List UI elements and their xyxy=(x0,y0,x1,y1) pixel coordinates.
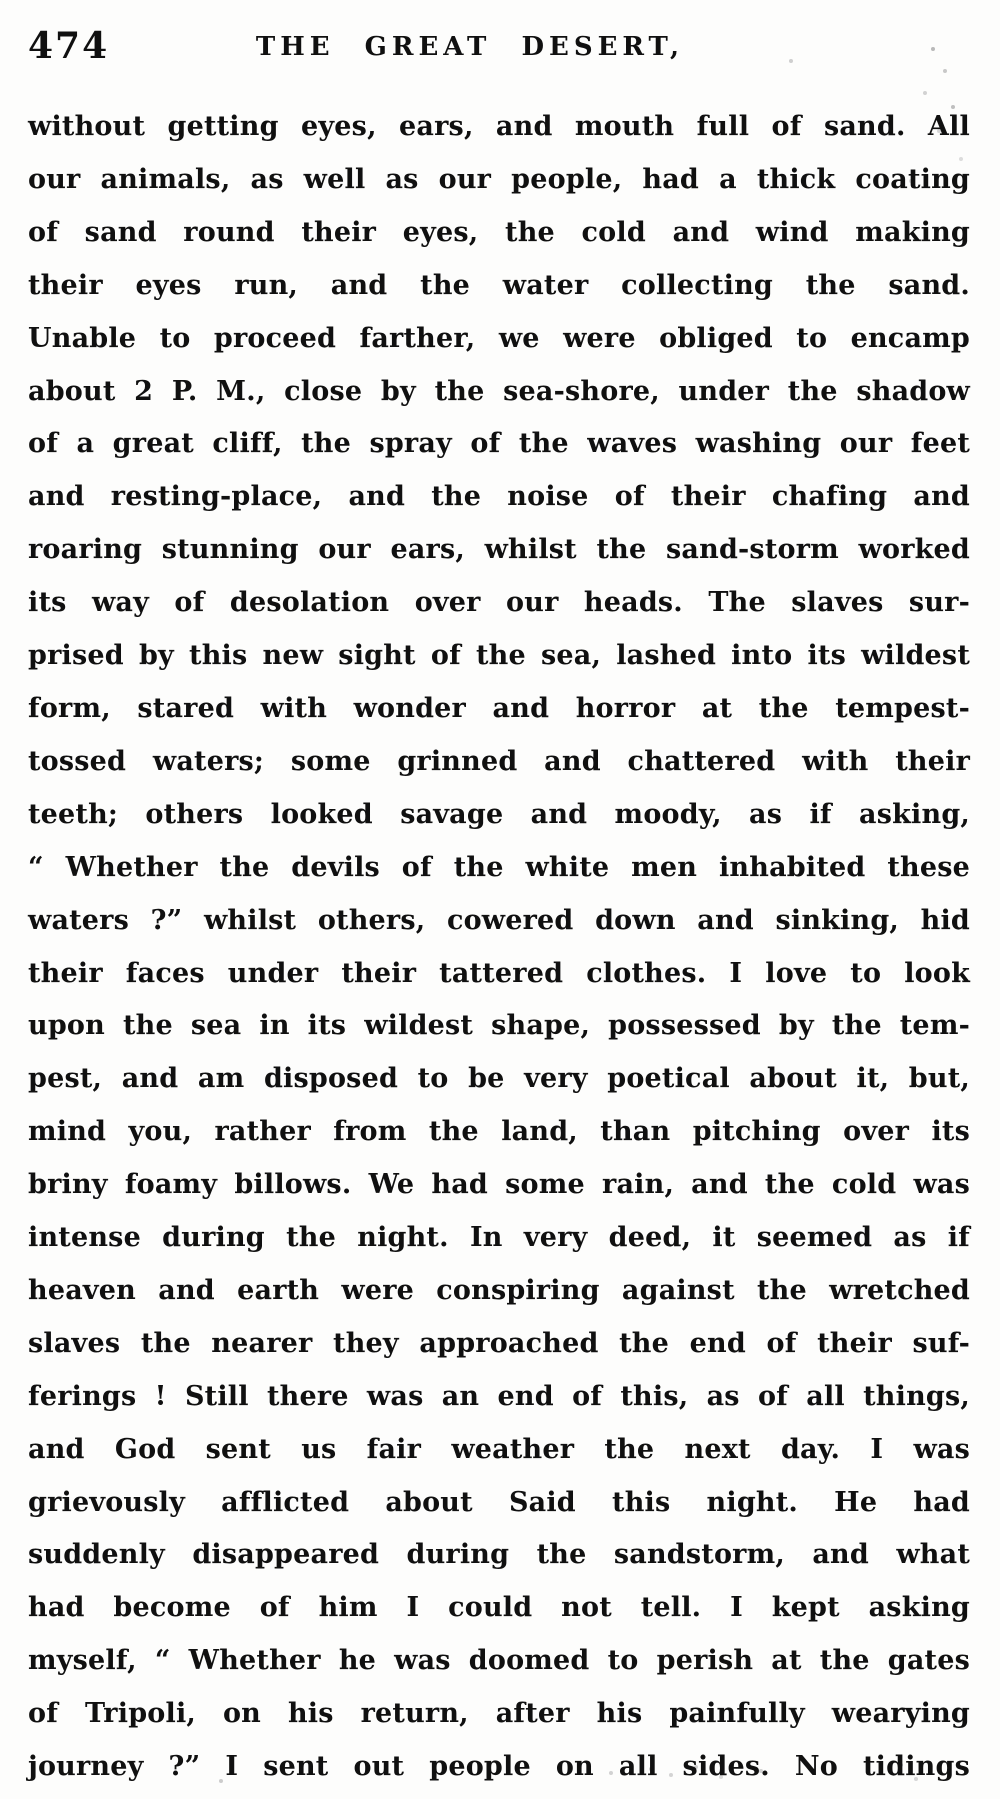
body-text xyxy=(28,101,970,1794)
text-line: grievously afflicted about Said this night. He had xyxy=(28,1486,970,1518)
text-line: heaven and earth were conspiring against the wretched xyxy=(28,1274,970,1306)
text-line: journey ?” I sent out people on all sides. No tidings xyxy=(28,1751,970,1783)
text-line: intense during the night. In very deed, it seemed as if xyxy=(28,1222,970,1254)
text-line: upon the sea in its wildest shape, possessed by the tem- xyxy=(28,1010,970,1042)
text-line: without getting eyes, ears, and mouth full of sand. All xyxy=(28,111,970,142)
text-line: teeth; others looked savage and moody, as if asking, xyxy=(28,798,970,830)
page-number: 474 xyxy=(28,25,110,67)
text-line: their eyes run, and the water collecting the sand. xyxy=(28,269,970,301)
text-line: form, stared with wonder and horror at the tempest- xyxy=(28,692,970,724)
text-line: had become of him I could not tell. I kept asking xyxy=(28,1592,970,1624)
text-line: about 2 P. M., close by the sea-shore, under the shadow xyxy=(28,375,970,407)
text-line: tossed waters; some grinned and chattered with their xyxy=(28,745,970,777)
running-head: THE GREAT DESERT, xyxy=(255,32,685,62)
text-line: their faces under their tattered clothes. I love to look xyxy=(28,957,970,989)
text-line: its way of desolation over our heads. The slaves sur- xyxy=(28,587,970,619)
text-line: Unable to proceed farther, we were obliged to encamp xyxy=(28,322,970,354)
text-line: prised by this new sight of the sea, lashed into its wildest xyxy=(28,640,970,672)
text-line: our animals, as well as our people, had a thick coating xyxy=(28,163,970,195)
text-line: ferings ! Still there was an end of this, as of all things, xyxy=(28,1380,970,1412)
text-line: “ Whether the devils of the white men inhabited these xyxy=(28,851,970,883)
text-line: roaring stunning our ears, whilst the sand-storm worked xyxy=(28,534,970,566)
text-line: pest, and am disposed to be very poetical about it, but, xyxy=(28,1063,970,1095)
text-line: slaves the nearer they approached the end of their suf- xyxy=(28,1327,970,1359)
text-line: of a great cliff, the spray of the waves washing our feet xyxy=(28,428,970,460)
text-line: mind you, rather from the land, than pitching over its xyxy=(28,1116,970,1148)
text-line: waters ?” whilst others, cowered down and sinking, hid xyxy=(28,904,970,936)
text-line: myself, “ Whether he was doomed to perish at the gates xyxy=(28,1645,970,1677)
text-line: of sand round their eyes, the cold and wind making xyxy=(28,216,970,248)
text-line: and God sent us fair weather the next day. I was xyxy=(28,1433,970,1465)
text-line: of Tripoli, on his return, after his painfully wearying xyxy=(28,1698,970,1730)
text-line: briny foamy billows. We had some rain, and the cold was xyxy=(28,1169,970,1201)
page-header xyxy=(0,26,1000,70)
text-line: and resting-place, and the noise of their chafing and xyxy=(28,481,970,513)
text-line: suddenly disappeared during the sandstorm, and what xyxy=(28,1539,970,1571)
